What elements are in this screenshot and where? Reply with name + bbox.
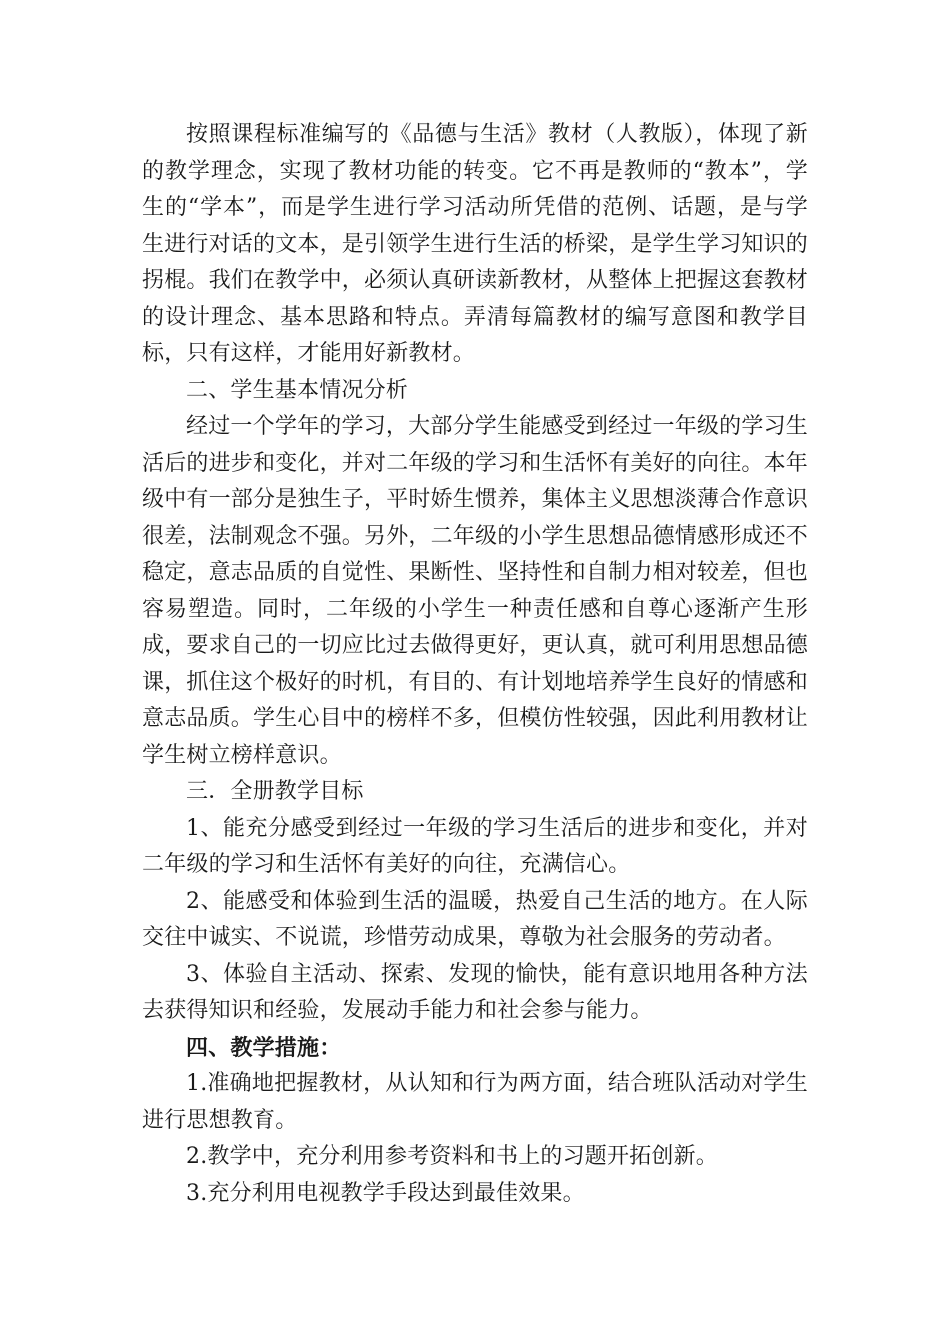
intro-paragraph: 按照课程标准编写的《品德与生活》教材（人教版），体现了新的教学理念，实现了教材功能的转变。它不再是教师的“教本”，学生的“学本”，而是学生进行学习活动所凭借的范例、话题，是与学生进行对话的文本，是引领学生进行生活的桥梁，是学生学习知识的拐棍。我们在教学中，必须认真研读新教材，从整体上把握这套教材的设计理念、基本思路和特点。弄清每篇教材的编写意图和教学目标，只有这样，才能用好新教材。 (142, 122, 809, 366)
measure-item-3: 3.充分利用电视教学手段达到最佳效果。 (186, 1180, 585, 1206)
goal-item-2: 2、能感受和体验到生活的温暖，热爱自己生活的地方。在人际交往中诚实、不说谎，珍惜劳动成果，尊敬为社会服务的劳动者。 (142, 888, 808, 950)
goal-item-1: 1、能充分感受到经过一年级的学习生活后的进步和变化，并对二年级的学习和生活怀有美好的向往，充满信心。 (142, 815, 808, 877)
section-heading-teaching-measures: 四、教学措施： (186, 1034, 342, 1061)
goal-item-3: 3、体验自主活动、探索、发现的愉快，能有意识地用各种方法去获得知识和经验，发展动手能力和社会参与能力。 (142, 961, 808, 1023)
measure-item-2: 2.教学中，充分利用参考资料和书上的习题开拓创新。 (186, 1144, 718, 1169)
document-body (142, 117, 808, 1212)
section-heading-student-analysis: 二、学生基本情况分析 (186, 377, 409, 403)
measure-item-1: 1.准确地把握教材，从认知和行为两方面，结合班队活动对学生进行思想教育。 (142, 1071, 808, 1133)
student-analysis-paragraph: 经过一个学年的学习，大部分学生能感受到经过一年级的学习生活后的进步和变化，并对二年级的学习和生活怀有美好的向往。本年级中有一部分是独生子，平时娇生惯养，集体主义思想淡薄合作意识很差，法制观念不强。另外，二年级的小学生思想品德情感形成还不稳定，意志品质的自觉性、果断性、坚持性和自制力相对较差，但也容易塑造。同时，二年级的小学生一种责任感和自尊心逐渐产生形成，要求自己的一切应比过去做得更好，更认真，就可利用思想品德课，抓住这个极好的时机，有目的、有计划地培养学生良好的情感和意志品质。学生心目中的榜样不多，但模仿性较强，因此利用教材让学生树立榜样意识。 (142, 414, 809, 768)
section-heading-teaching-goals: 三．全册教学目标 (186, 779, 364, 804)
